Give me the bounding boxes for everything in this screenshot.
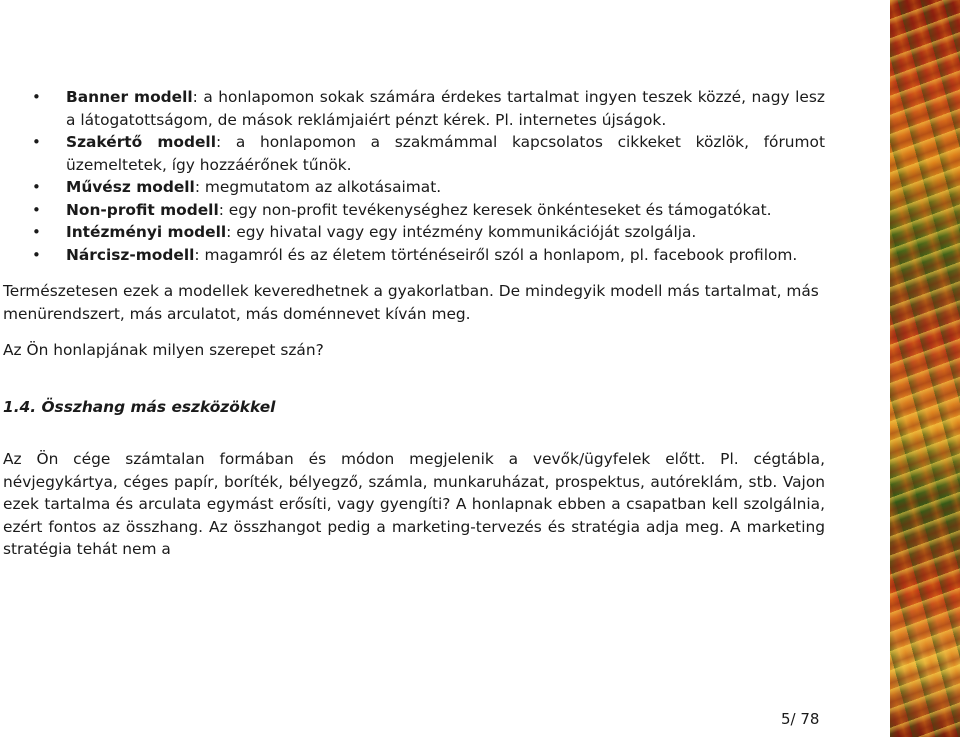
model-name: Művész modell xyxy=(66,178,195,196)
bullet: • xyxy=(32,88,41,106)
list-item xyxy=(3,131,825,176)
bullet: • xyxy=(32,200,41,219)
model-name: Intézményi modell xyxy=(66,223,227,241)
model-description: : megmutatom az alkotásaimat. xyxy=(194,178,442,196)
paragraph-harmony: Az Ön cége számtalan formában és módon megjelenik a vevők/ügyfelek előtt. Pl. cégtábla, névjegykártya, céges papír, boríték, bélyegző, számla, munkaruházat, prospektus, autóreklám, stb. Vajon ezek tartalma és arculata egymást erősíti, vagy gyengíti? A honlapnak ebben a csapatban kell szolgálnia, ezért fontos az összhang. Az összhangot pedig a marketing-tervezés és stratégia adja meg. A marketing stratégia tehát nem a xyxy=(3,450,825,558)
model-name: Szakértő modell xyxy=(66,133,216,151)
list-item xyxy=(3,176,825,199)
model-description: : magamról és az életem történéseiről szól a honlapom, pl. facebook profilom. xyxy=(194,245,798,264)
question-paragraph: Az Ön honlapjának milyen szerepet szán? xyxy=(3,341,324,359)
model-name: Banner modell xyxy=(66,88,193,106)
decorative-side-image xyxy=(890,0,960,737)
page-content xyxy=(3,86,825,561)
bullet: • xyxy=(32,133,41,151)
page-number: 5/ 78 xyxy=(781,710,820,728)
list-item xyxy=(3,221,825,244)
model-description: : egy hivatal vagy egy intézmény kommunikációját szolgálja. xyxy=(226,223,697,241)
model-list xyxy=(3,86,825,266)
list-item xyxy=(3,199,825,222)
bullet: • xyxy=(32,178,41,196)
list-item xyxy=(3,244,825,267)
model-description: : a honlapomon a szakmámmal kapcsolatos cikkeket közlök, fórumot üzemeltetek, így hozzáérőnek tűnök. xyxy=(66,133,825,174)
section-heading: 1.4. Összhang más eszközökkel xyxy=(3,397,276,416)
bullet: • xyxy=(32,223,41,241)
model-name: Nárcisz-modell xyxy=(66,245,195,264)
model-name: Non-profit modell xyxy=(66,200,219,219)
bullet: • xyxy=(32,245,41,264)
list-item xyxy=(3,86,825,131)
paragraph-models-summary: Természetesen ezek a modellek keveredhetnek a gyakorlatban. De mindegyik modell más tartalmat, más menürendszert, más arculatot, más doménnevet kíván meg. xyxy=(3,282,819,323)
model-description: : egy non-profit tevékenységhez keresek önkénteseket és támogatókat. xyxy=(218,200,772,219)
model-description: : a honlapomon sokak számára érdekes tartalmat ingyen teszek közzé, nagy lesz a látogatottságom, de mások reklámjaiért pénzt kérek. Pl. internetes újságok. xyxy=(66,88,825,129)
